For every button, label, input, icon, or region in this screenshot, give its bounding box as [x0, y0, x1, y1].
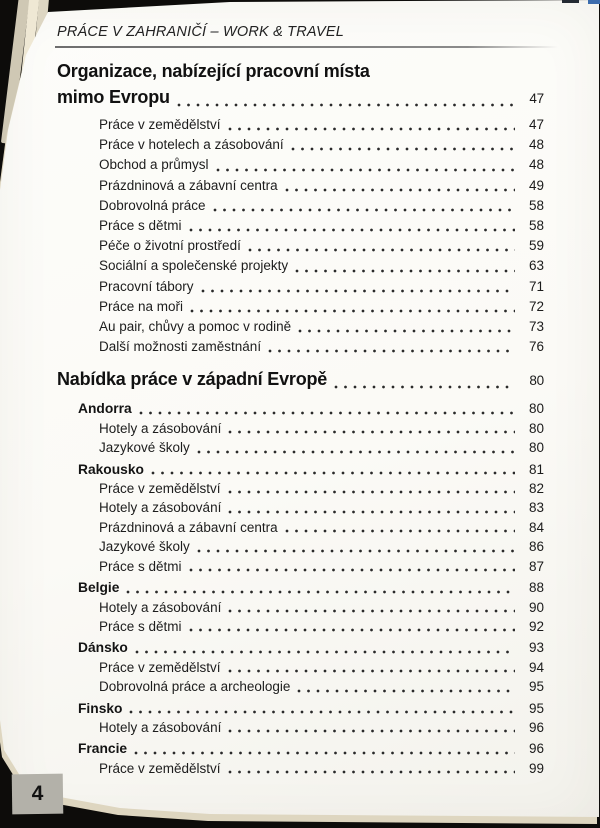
section-title-text: mimo Evropu	[57, 87, 170, 107]
page-ref: 81	[528, 461, 544, 477]
toc-entry	[57, 115, 544, 135]
entry-label: Finsko	[78, 700, 123, 716]
dot-leader	[334, 366, 515, 394]
page-ref: 58	[528, 197, 544, 213]
toc-entry	[57, 557, 544, 576]
toc-entry	[57, 617, 544, 636]
toc-entry	[57, 399, 544, 418]
toc-entry	[57, 537, 544, 556]
toc-section-title	[57, 58, 544, 112]
entry-label: Au pair, chůvy a pomoc v rodině	[99, 319, 292, 335]
entry-label: Rakousko	[78, 461, 144, 477]
toc-entry	[57, 176, 544, 196]
toc-entry	[57, 658, 544, 677]
dot-leader	[228, 419, 515, 438]
dot-leader	[228, 718, 515, 737]
toc-entry	[57, 479, 544, 498]
entry-label: Francie	[78, 741, 128, 757]
section-title-line	[57, 366, 544, 394]
dot-leader	[190, 297, 515, 317]
entry-label: Jazykové školy	[99, 539, 190, 555]
toc-entry	[57, 256, 544, 276]
section-title-text: Organizace, nabízející pracovní místa	[57, 61, 370, 81]
dot-leader	[197, 438, 515, 457]
section-title-line	[57, 84, 544, 112]
entry-label: Práce s dětmi	[99, 618, 182, 634]
dot-leader	[213, 196, 515, 216]
toc	[57, 58, 544, 778]
dot-leader	[126, 578, 515, 597]
page-ref: 94	[528, 659, 544, 675]
section-title-line	[57, 58, 544, 84]
entry-label: Práce v hotelech a zásobování	[99, 137, 284, 153]
entry-label: Práce na moři	[99, 298, 184, 314]
page-ref: 99	[528, 760, 544, 776]
toc-entry	[57, 277, 544, 297]
dot-leader	[228, 479, 515, 498]
entry-label: Prázdninová a zábavní centra	[99, 177, 278, 193]
dot-leader	[295, 256, 515, 276]
page-ref: 87	[528, 558, 544, 574]
page-ref: 80	[528, 401, 544, 417]
page-ref: 63	[528, 258, 544, 274]
dot-leader	[216, 155, 515, 175]
page-ref: 71	[528, 278, 544, 294]
entry-label: Dánsko	[78, 640, 128, 656]
toc-entry	[57, 638, 544, 657]
toc-entry	[57, 518, 544, 537]
dot-leader	[297, 677, 515, 696]
entry-label: Hotely a zásobování	[99, 719, 222, 735]
page-ref: 47	[528, 117, 544, 132]
toc-entry	[57, 578, 544, 597]
toc-section-title	[57, 366, 544, 394]
page-ref: 48	[528, 157, 544, 173]
scan-artifact	[562, 0, 579, 3]
page-ref: 82	[528, 481, 544, 497]
page-ref: 93	[528, 640, 544, 656]
entry-label: Belgie	[78, 580, 120, 596]
entry-label: Prázdninová a zábavní centra	[99, 519, 278, 535]
entry-label: Práce v zemědělství	[99, 117, 221, 132]
toc-entry	[57, 337, 544, 357]
dot-leader	[135, 638, 515, 657]
page-ref: 84	[528, 519, 544, 535]
entry-label: Další možnosti zaměstnání	[99, 339, 262, 355]
toc-entry	[57, 718, 544, 737]
page-ref: 90	[528, 599, 544, 615]
entry-label: Práce s dětmi	[99, 558, 182, 574]
toc-entry	[57, 438, 544, 457]
dot-leader	[197, 537, 515, 556]
dot-leader	[129, 699, 515, 718]
toc-entry	[57, 236, 544, 256]
entry-label: Dobrovolná práce a archeologie	[99, 679, 291, 695]
dot-leader	[268, 337, 515, 357]
page-ref: 72	[528, 298, 544, 314]
toc-entry	[57, 759, 544, 778]
page-ref: 95	[528, 700, 544, 716]
dot-leader	[248, 236, 515, 256]
scan-artifact-blue	[588, 0, 600, 4]
dot-leader	[298, 317, 515, 337]
entry-label: Sociální a společenské projekty	[99, 258, 289, 274]
dot-leader	[228, 759, 515, 778]
section-title-text: Nabídka práce v západní Evropě	[57, 369, 328, 390]
page-ref: 80	[528, 420, 544, 436]
entry-label: Hotely a zásobování	[99, 420, 222, 436]
page-number-box	[12, 774, 64, 815]
dot-leader	[291, 135, 515, 155]
dot-leader	[228, 498, 515, 517]
page-ref: 80	[528, 440, 544, 456]
toc-entry	[57, 135, 544, 155]
toc-entry	[57, 317, 544, 337]
page-ref: 86	[528, 539, 544, 555]
toc-entry	[57, 460, 544, 479]
page-ref: 49	[528, 177, 544, 193]
entry-label: Hotely a zásobování	[99, 599, 222, 615]
toc-entry	[57, 196, 544, 216]
page-content	[57, 0, 544, 778]
dot-leader	[139, 399, 515, 418]
entry-label: Práce v zemědělství	[99, 659, 221, 675]
page-ref: 95	[528, 679, 544, 695]
entry-label: Jazykové školy	[99, 440, 190, 456]
toc-entry	[57, 699, 544, 718]
page-ref: 73	[528, 319, 544, 335]
toc-entry	[57, 297, 544, 317]
entry-label: Dobrovolná práce	[99, 197, 206, 213]
toc-entry	[57, 677, 544, 696]
dot-leader	[228, 658, 515, 677]
dot-leader	[134, 739, 515, 758]
dot-leader	[201, 277, 515, 297]
dot-leader	[228, 115, 515, 135]
toc-entry	[57, 419, 544, 438]
page-ref: 59	[528, 238, 544, 254]
page-ref: 80	[529, 373, 544, 389]
dot-leader	[177, 84, 515, 112]
entry-label: Práce v zemědělství	[99, 760, 221, 776]
page-ref: 83	[528, 500, 544, 516]
entry-label: Hotely a zásobování	[99, 500, 222, 516]
entry-label: Andorra	[78, 401, 132, 417]
page-ref: 96	[528, 741, 544, 757]
toc-entry	[57, 498, 544, 517]
toc-entry	[57, 216, 544, 236]
entry-label: Práce v zemědělství	[99, 481, 221, 497]
entry-label: Péče o životní prostředí	[99, 238, 241, 254]
dot-leader	[228, 598, 515, 617]
page-ref: 48	[528, 137, 544, 153]
dot-leader	[189, 617, 515, 636]
entry-label: Práce s dětmi	[99, 218, 182, 234]
page-number: 4	[31, 781, 44, 806]
page-ref: 88	[528, 580, 544, 596]
dot-leader	[151, 460, 515, 479]
page-ref: 47	[529, 91, 544, 106]
toc-entry	[57, 739, 544, 758]
toc-entry	[57, 598, 544, 617]
running-header: PRÁCE V ZAHRANIČÍ – WORK & TRAVEL	[57, 24, 344, 40]
page-ref: 92	[528, 618, 544, 634]
toc-entry	[57, 155, 544, 175]
entry-label: Obchod a průmysl	[99, 157, 209, 173]
page-ref: 76	[528, 339, 544, 355]
dot-leader	[285, 518, 515, 537]
dot-leader	[189, 216, 515, 236]
dot-leader	[285, 176, 515, 196]
entry-label: Pracovní tábory	[99, 278, 194, 294]
header-rule	[55, 46, 558, 48]
dot-leader	[189, 557, 515, 576]
page-ref: 96	[528, 719, 544, 735]
page-ref: 58	[528, 218, 544, 234]
